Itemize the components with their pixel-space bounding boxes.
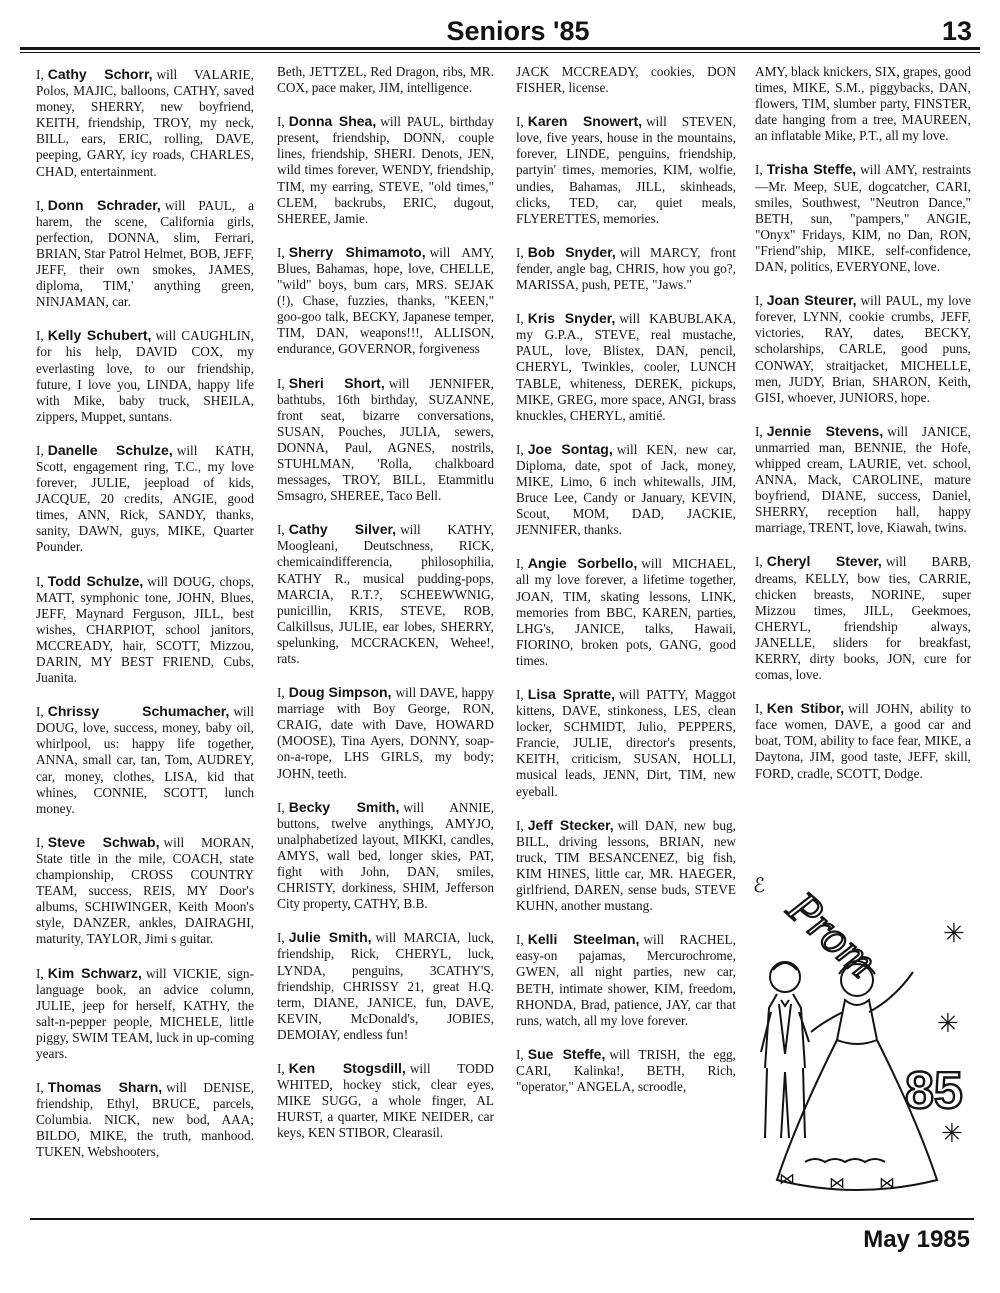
senior-name: Kris Snyder, xyxy=(527,310,616,327)
bequest-text: will JENNIFER, bathtubs, 16th birthday, SUZANNE, front seat, bizarre conversations, SUSAN, Pouches, JULIA, sewers, DONNA, Paul, AGNES, nostrils, STUHLMAN, 'Rolla, chalkboard messages, TROY, BILL, Etammitlu Smsagro, SHEREE, Taco Bell. xyxy=(277,375,494,504)
entry-pronoun: I, xyxy=(277,114,285,130)
senior-name: Donn Schrader, xyxy=(47,196,161,213)
entry-pronoun: I, xyxy=(516,817,524,833)
senior-name: Sherry Shimamoto, xyxy=(288,243,426,260)
bequest-text: will RACHEL, easy-on pajamas, Mercurochrome, GWEN, all night parties, new car, BETH, intimate shower, KIM, freedom, RHONDA, Brad, patience, JAY, car that runs, watch, all my love forever. xyxy=(516,932,736,1028)
senior-name: Ken Stibor, xyxy=(766,700,845,717)
entry-pronoun: I, xyxy=(755,423,763,439)
entry-pronoun: I, xyxy=(516,687,524,702)
page-title: Seniors '85 xyxy=(446,16,590,46)
bequest-text: will DAN, new bug, BILL, driving lessons, BRIAN, new truck, TIM BESANCENEZ, big fish, KIM HINES, little car, MR. HAEGER, girlfriend, DAREN, sense buds, STEVE KUHN, another mustang. xyxy=(516,817,736,914)
will-entry xyxy=(516,64,736,96)
senior-name: Chrissy Schumacher, xyxy=(47,703,230,720)
bequest-text: AMY, black knickers, SIX, grapes, good times, MIKE, S.M., piggybacks, DAN, flowers, TIM, slumber party, FINSTER, date hanging from a tree, MAUREEN, an inflatable Mike, P.T., all my love. xyxy=(755,64,971,144)
senior-name: Cheryl Stever, xyxy=(766,553,882,570)
bequest-text: will DOUG, love, success, money, baby oil, whirlpool, us: happy life together, ANNA, small car, tan, Tom, AUDREY, car, money, clothes, LISA, kid that whines, CONNIE, SCOTT, lunch money. xyxy=(36,704,254,816)
senior-name: Kelly Schubert, xyxy=(47,327,152,344)
entry-pronoun: I, xyxy=(755,554,763,570)
senior-name: Doug Simpson, xyxy=(288,684,392,701)
bequest-text: will DAVE, happy marriage with Boy George, RON, CRAIG, date with Dave, HOWARD (MOOSE), Tina Ayers, DONNY, soap-on-a-rope, LHS GIRLS, my body; JOHN, teeth. xyxy=(277,685,494,781)
senior-name: Trisha Steffe, xyxy=(766,161,857,178)
star-icon: ✳ xyxy=(937,1009,959,1038)
entry-pronoun: I, xyxy=(516,244,524,260)
entry-pronoun: I, xyxy=(36,834,44,850)
senior-name: Danelle Schulze, xyxy=(47,441,173,458)
entry-pronoun: I, xyxy=(36,197,44,213)
entry-pronoun: I, xyxy=(755,293,763,309)
entry-pronoun: I, xyxy=(277,522,285,538)
will-entry xyxy=(36,1079,254,1160)
bequest-text: will JANICE, unmarried man, BENNIE, the Hofe, whipped cream, LAURIE, vet. school, ANNA, Mack, CAROLINE, mature boyfriend, DIANE, success, Daniel, SHERRY, reception hall, happy marriage, TRENT, love, Kiawah, twins. xyxy=(755,423,971,536)
will-entry xyxy=(277,1060,494,1141)
senior-name: Jennie Stevens, xyxy=(766,422,884,439)
bequest-text: will TRISH, the egg, CARI, Kalinka!, BETH, Rich, "operator," ANGELA, scroodle, xyxy=(516,1046,736,1094)
prom-85-illustration xyxy=(745,862,975,1212)
senior-name: Sue Steffe, xyxy=(527,1045,606,1062)
entry-pronoun: I, xyxy=(516,441,524,457)
will-entry xyxy=(516,817,736,915)
bequest-text: Beth, JETTZEL, Red Dragon, ribs, MR. COX, pace maker, JIM, intelligence. xyxy=(277,64,494,96)
bequest-text: will MORAN, State title in the mile, COACH, state championship, CROSS COUNTRY TEAM, success, REIS, MY Door's albums, SCHIWINGER, Keith Moon's style, DANZER, ankles, DAIRAGHI, maturity, TAYLOR, Jimi s guitar. xyxy=(36,834,254,947)
entry-pronoun: I, xyxy=(755,701,763,717)
bequest-text: will KATH, Scott, engagement ring, T.C., my love forever, JULIE, jeepload of kids, JACQUE, 20 credits, ANGIE, good times, ANN, Rick, SANDY, thanks, sanity, DAWN, guys, MIKE, Quarter Pounder. xyxy=(36,442,254,555)
will-entry xyxy=(755,64,971,144)
will-entry xyxy=(277,244,494,358)
entry-pronoun: I, xyxy=(755,162,763,178)
senior-name: Joan Steurer, xyxy=(766,292,857,309)
will-entry xyxy=(36,573,254,687)
entry-pronoun: I, xyxy=(36,704,44,720)
bequest-text: will KABUBLAKA, my G.P.A., STEVE, real mustache, PAUL, love, Blistex, DAN, pencil, CHERYL, Twinkles, cooler, LUNCH TABLE, whiteness, DEREK, pickups, MIKE, GREG, more space, ANGI, brass knuckles, CHERYL, amitié. xyxy=(516,311,736,423)
bequest-text: will KATHY, Moogleani, Deutschness, RICK, chemicaindifferencia, philosophilia, KATHY R., musical pudding-pops, MARCIA, R.T.?, SCHEEWWNIG, punicillin, KRIS, STEVE, ROB, Calkillsus, JULIE, ear lobes, SHERRY, spelunking, MCCRACKEN, Wehee!, rats. xyxy=(277,522,494,666)
senior-name: Steve Schwab, xyxy=(47,833,160,850)
will-entry xyxy=(277,375,494,505)
will-entry xyxy=(277,521,494,667)
will-entry xyxy=(755,423,971,537)
will-entry xyxy=(516,555,736,669)
will-entry xyxy=(277,799,494,913)
will-entry xyxy=(36,703,254,817)
senior-name: Becky Smith, xyxy=(288,798,400,815)
issue-date: May 1985 xyxy=(863,1226,970,1253)
senior-name: Todd Schulze, xyxy=(47,572,144,589)
prom-lettering: Prom xyxy=(778,881,888,987)
will-entry xyxy=(516,686,736,800)
star-icon: ✳ xyxy=(943,919,965,948)
bequest-text: will BARB, dreams, KELLY, bow ties, CARRIE, chicken breasts, NORINE, super Mizzou times, JILL, Geekmoes, CHERYL, friendship always, JANELLE, sliders for breakfast, KERRY, dirty books, JON, cure for comas, love. xyxy=(755,554,971,683)
bequest-text: will MARCIA, luck, friendship, Rick, CHERYL, luck, LYNDA, penguins, 3CATHY'S, friendship, CHRISSY 21, great H.Q. term, DIANE, JANICE, fun, DAVE, KEVIN, McDonald's, JOBIES, DEMOIAY, endless fun! xyxy=(277,930,494,1042)
entry-pronoun: I, xyxy=(277,685,285,701)
column-2 xyxy=(277,64,494,1214)
entry-pronoun: I, xyxy=(36,573,44,589)
will-entry xyxy=(516,310,736,424)
will-entry xyxy=(755,292,971,406)
entry-pronoun: I, xyxy=(516,1046,524,1062)
bequest-text: will MICHAEL, all my love forever, a lifetime together, JOAN, TIM, skating lessons, LINK, memories from BBC, KAREN, parties, LHG's, JANICE, talks, Hawaii, FIORINO, broken pots, GANG, good times. xyxy=(516,556,736,668)
will-entry xyxy=(516,931,736,1029)
bow-icon: ⋈ xyxy=(779,1171,795,1188)
will-entry xyxy=(277,684,494,782)
bequest-text: will ANNIE, buttons, twelve anythings, AMYJO, unalphabetized layout, MIKKI, candles, AMYS, wall bed, longer skies, PAT, fight with John, DAN, smiles, CHRISTY, dorkiness, SHIM, Jefferson City property, CATHY, B.B. xyxy=(277,799,494,912)
entry-pronoun: I, xyxy=(277,930,285,946)
bequest-text: will KEN, new car, Diploma, date, spot of Jack, money, MIKE, Limo, 6 inch whitewalls, JIM, Bruce Lee, Candy or January, KEVIN, Scout, MOM, DAD, JACKIE, JENNIFER, thanks. xyxy=(516,441,736,538)
senior-name: Julie Smith, xyxy=(288,929,372,946)
entry-pronoun: I, xyxy=(277,244,285,260)
will-entry xyxy=(277,113,494,227)
bequest-text: will PATTY, Maggot kittens, DAVE, stinkoness, LES, clean locker, SCHMIDT, Julio, PEPPERS, Francie, JULIE, director's presents, KEITH, criticism, SUSAN, HOLLI, musical leads, JENN, Dirt, TIM, new eyeball. xyxy=(516,687,736,799)
senior-name: Joe Sontag, xyxy=(527,440,613,457)
will-entry xyxy=(755,161,971,275)
will-entry xyxy=(516,441,736,539)
senior-name: Kelli Steelman, xyxy=(527,931,640,948)
entry-pronoun: I, xyxy=(516,556,524,572)
will-entry xyxy=(36,834,254,948)
entry-pronoun: I, xyxy=(277,375,285,391)
senior-name: Cathy Silver, xyxy=(288,521,397,538)
bequest-text: will STEVEN, love, five years, house in the mountains, forever, LINDE, penguins, friendship, partyin' times, memories, KIM, wolfie, undies, Bahamas, JILL, skinheads, clicks, TED, car, quiet meals, FLYERETTES, memories. xyxy=(516,114,736,226)
will-entry xyxy=(516,244,736,293)
entry-pronoun: I, xyxy=(36,67,44,82)
will-entry xyxy=(36,965,254,1063)
entry-pronoun: I, xyxy=(516,932,524,948)
bequest-text: will PAUL, my love forever, LYNN, cookie crumbs, JEFF, victories, RAY, dates, BECKY, scholarships, CARLE, good puns, CONWAY, straitjacket, MICHELLE, men, JUDY, Brian, SHARON, Keith, GISI, whoever, JUNIORS, hope. xyxy=(755,293,971,405)
entry-pronoun: I, xyxy=(36,1080,44,1096)
bequest-text: will VALARIE, Polos, MAJIC, balloons, CATHY, saved money, SHERRY, new boyfriend, KEITH, friendship, TROY, my neck, BILL, ears, ERIC, rolling, DAVE, peeping, GARY, icy roads, CHARLES, CHAD, entertainment. xyxy=(36,67,254,179)
will-entry xyxy=(36,66,254,180)
header-rule xyxy=(20,47,980,50)
bequest-text: will TODD WHITED, hockey stick, clear eyes, MIKE SUGG, a whole finger, AL HURST, a quarter, MIKE NEIDER, car keys, KEN STIBOR, Clearasil. xyxy=(277,1060,494,1141)
bequest-text: will CAUGHLIN, for his help, DAVID COX, my everlasting love, to our friendship, future, I love you, LINDA, happy life with Mike, baby truck, SHEILA, zippers, Muppet, suntans. xyxy=(36,328,254,424)
bequest-text: will PAUL, a harem, the scene, California girls, perfection, DONNA, slim, Ferrari, BRIAN, Star Patrol Helmet, BOB, JEFF, JEFF, their own smokes, JAMES, diploma, TIM,' anything green, NINJAMAN, car. xyxy=(36,197,254,310)
bequest-text: JACK MCCREADY, cookies, DON FISHER, license. xyxy=(516,64,736,96)
entry-pronoun: I, xyxy=(36,328,44,344)
entry-pronoun: I, xyxy=(516,114,524,130)
bequest-text: will DOUG, chops, MATT, symphonic tone, JOHN, Blues, JEFF, Maynard Ferguson, JILL, best wishes, CHARPIOT, school janitors, MCCREADY, hair, SCOTT, Mizzou, DARIN, MY BEST FRIEND, Cubs, Juanita. xyxy=(36,573,254,686)
bequest-text: will AMY, restraints—Mr. Meep, SUE, dogcatcher, CARI, smiles, Southwest, "Neutron Dance," BETH, sun, "pampers," ANGIE, "Onyx" Fridays, KIM, no Dan, RON, "Friend"ship, MIKE, self-confidence, DAN, politics, EVERYONE, love. xyxy=(755,162,971,275)
will-entry xyxy=(277,929,494,1043)
year-lettering: 85 xyxy=(905,1062,963,1120)
page-number: 13 xyxy=(941,16,972,46)
senior-name: Jeff Stecker, xyxy=(527,816,614,833)
entry-pronoun: I, xyxy=(36,442,44,458)
senior-name: Kim Schwarz, xyxy=(47,964,142,981)
will-entry xyxy=(755,553,971,683)
will-entry xyxy=(36,327,254,425)
senior-name: Bob Snyder, xyxy=(527,243,616,260)
senior-name: Lisa Spratte, xyxy=(527,686,616,702)
senior-name: Thomas Sharn, xyxy=(47,1079,163,1096)
bequest-text: will MARCY, front fender, angle bag, CHRIS, how you go?, MARISSA, push, PETE, "Jaws." xyxy=(516,244,736,293)
bow-icon: ⋈ xyxy=(879,1175,895,1192)
bequest-text: will PAUL, birthday present, friendship, DONN, couple lines, friendship, SHERI. Denots, JEN, wild times forever, WENDY, friendship, TIM, my earring, STEVE, "old times," CLEM, backrubs, ERIC, dugout, SHEREE, Jamie. xyxy=(277,114,494,226)
footer-rule xyxy=(30,1218,974,1220)
star-icon: ℰ xyxy=(753,875,766,897)
will-entry xyxy=(516,113,736,227)
bequest-text: will VICKIE, sign-language book, an advice column, JULIE, jeep for herself, KATHY, the salt-n-pepper people, MICHELE, little piggy, SWIM TEAM, luck in up-coming years. xyxy=(36,965,254,1061)
will-entry xyxy=(277,64,494,96)
bow-icon: ⋈ xyxy=(829,1175,845,1192)
column-1 xyxy=(36,64,254,1214)
star-icon: ✳ xyxy=(941,1119,963,1148)
will-entry xyxy=(516,1046,736,1095)
will-entry xyxy=(755,700,971,781)
groom-figure xyxy=(761,962,809,1138)
senior-name: Sheri Short, xyxy=(288,374,385,391)
senior-name: Donna Shea, xyxy=(288,113,377,130)
entry-pronoun: I, xyxy=(516,311,524,327)
senior-name: Ken Stogsdill, xyxy=(288,1059,406,1076)
entry-pronoun: I, xyxy=(277,799,285,815)
senior-name: Angie Sorbello, xyxy=(527,555,638,572)
bequest-text: will DENISE, friendship, Ethyl, BRUCE, parcels, Columbia. NICK, new bod, AAA; BILDO, MIKE, the truth, manhood. TUKEN, Webshooters, xyxy=(36,1080,254,1160)
header-rule-thin xyxy=(20,52,980,53)
entry-pronoun: I, xyxy=(36,965,44,981)
senior-name: Cathy Schorr, xyxy=(47,66,153,82)
bequest-text: will AMY, Blues, Bahamas, hope, love, CHELLE, "wild" boys, bum cars, MRS. SEJAK (!), Chase, fuzzies, thanks, "KEEN," goo-goo talk, BECKY, Japanese temper, TIM, DAN, weapons!!!, ALLISON, endurance, GOVERNOR, forgiveness xyxy=(277,244,494,357)
entry-pronoun: I, xyxy=(277,1060,285,1076)
bequest-text: will JOHN, ability to face women, DAVE, a good car and boat, TOM, ability to face fear, MIKE, a Daytona, JIM, good taste, JEFF, skill, FORD, cradle, SCOTT, Dodge. xyxy=(755,701,971,781)
column-3 xyxy=(516,64,736,1214)
will-entry xyxy=(36,442,254,556)
senior-name: Karen Snowert, xyxy=(527,113,643,130)
will-entry xyxy=(36,197,254,311)
